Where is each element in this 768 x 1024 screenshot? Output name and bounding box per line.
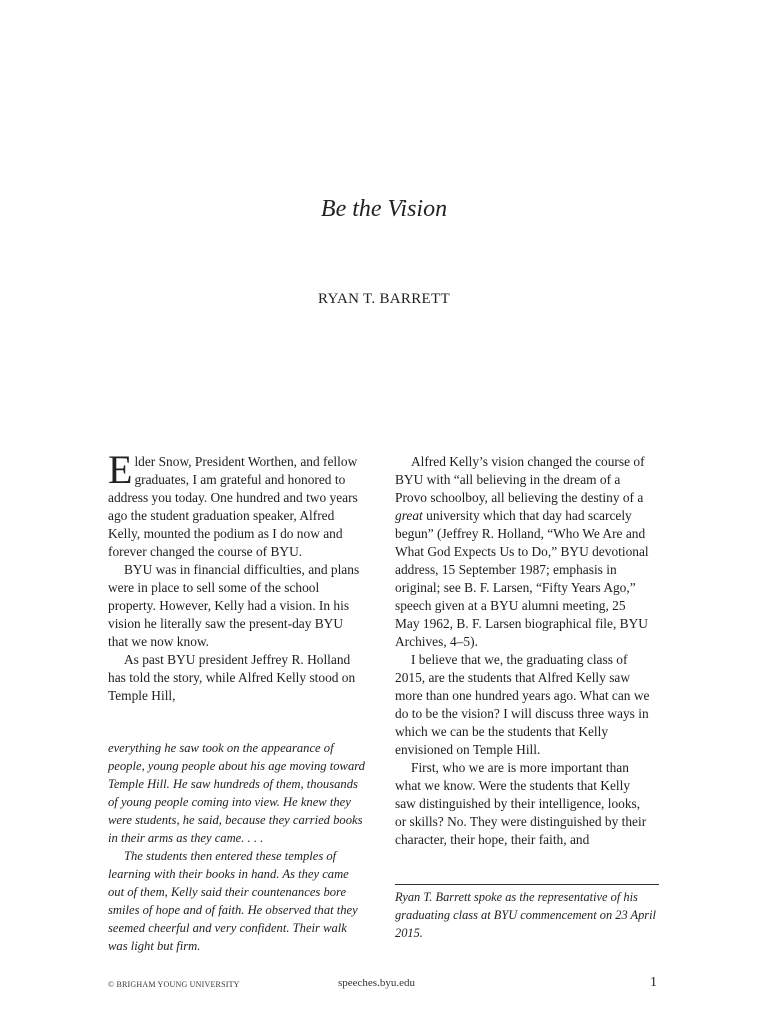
copyright-text: © BRIGHAM YOUNG UNIVERSITY — [108, 980, 240, 989]
footnote: Ryan T. Barrett spoke as the representative of his graduating class at BYU commencement on 23 April 2015. — [395, 890, 656, 940]
site-link[interactable]: speeches.byu.edu — [338, 977, 415, 989]
block-quote — [108, 739, 366, 955]
emphasis-text: great — [395, 508, 423, 523]
paragraph: First, who we are is more important than what we know. Were the students that Kelly saw distinguished by their intelligence, looks, or skills? No. They were distinguished by their character, their hope, their faith, and — [395, 760, 647, 847]
paragraph — [395, 453, 653, 651]
left-column — [108, 447, 366, 955]
paragraph: As past BYU president Jeffrey R. Holland has told the story, while Alfred Kelly stood on Temple Hill, — [108, 652, 356, 703]
paragraph: I believe that we, the graduating class of 2015, are the students that Alfred Kelly saw more than one hundred years ago. What can we do to be the vision? I will discuss three ways in which we can be the students that Kelly envisioned on Temple Hill. — [395, 652, 650, 757]
quote-paragraph: everything he saw took on the appearance of people, young people about his age moving toward Temple Hill. He saw hundreds of them, thousands of young people coming into view. He knew they were students, he said, because they carried books in their arms as they came. . . . — [108, 741, 365, 845]
paragraph-opening — [108, 447, 366, 561]
text-run: university which that day had scarcely begun” (Jeffrey R. Holland, “Who We Are and What God Expects Us to Do,” BYU devotional address, 15 September 1987; emphasis in original; see B. F. Larsen, “Fifty Years Ago,” speech given at a BYU alumni meeting, 25 May 1962, B. F. Larsen biographical file, BYU Archives, 4–5). — [395, 508, 649, 649]
right-column — [395, 453, 653, 849]
opening-text: lder Snow, President Worthen, and fellow graduates, I am grateful and honored to address you today. One hundred and two years ago the student graduation speaker, Alfred Kelly, mounted the podium as I do now and forever changed the course of BYU. — [108, 454, 358, 559]
footnote-divider — [395, 884, 659, 885]
quote-paragraph: The students then entered these temples of learning with their books in hand. As they came out of them, Kelly said their countenances bore smiles of hope and of faith. He observed that they seemed cheerful and very confident. Their walk was light but firm. — [108, 849, 358, 953]
paragraph: BYU was in financial difficulties, and plans were in place to sell some of the school property. However, Kelly had a vision. In his vision he literally saw the present-day BYU that we now know. — [108, 562, 360, 649]
text-run: Alfred Kelly’s vision changed the course of BYU with “all believing in the dream of a Provo schoolboy, all believing the destiny of a — [395, 454, 645, 505]
author-name: RYAN T. BARRETT — [318, 291, 450, 307]
page-number: 1 — [650, 975, 657, 990]
page-title: Be the Vision — [320, 196, 448, 222]
drop-cap: E — [108, 447, 133, 492]
